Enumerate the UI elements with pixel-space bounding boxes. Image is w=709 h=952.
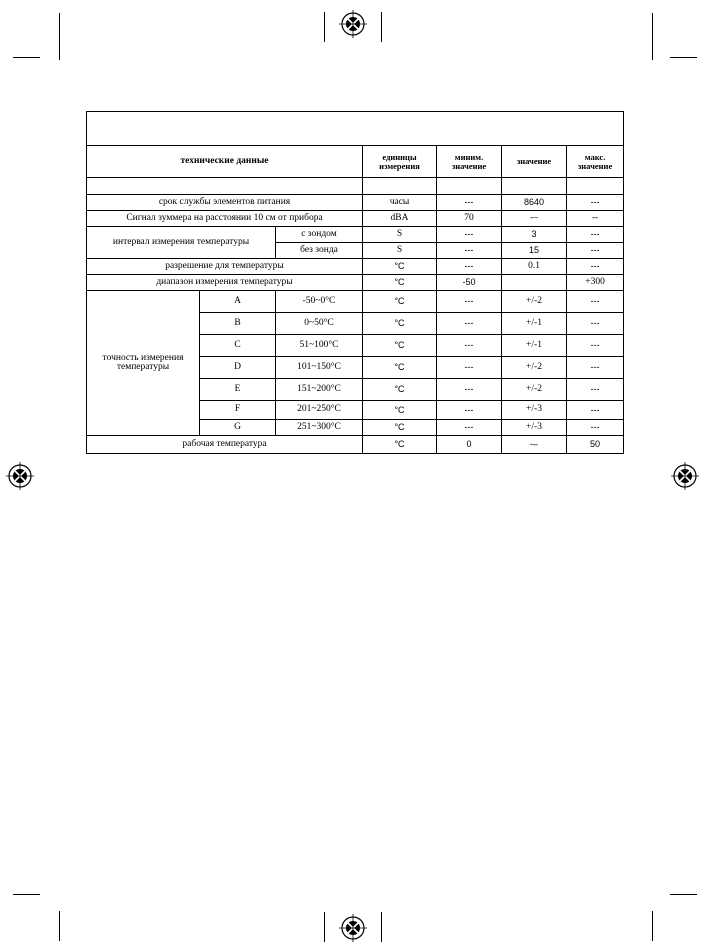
table-title [87,112,624,146]
min-cell: --- [437,335,502,357]
crop-mark [59,911,60,941]
accuracy-code: G [200,420,276,436]
unit-cell: °C [363,335,437,357]
unit-cell: °C [363,291,437,313]
table-row [87,211,624,227]
crop-mark [13,57,40,58]
accuracy-label: точность измерения температуры [87,291,200,436]
min-cell: --- [437,227,502,243]
value-cell: +/-3 [502,401,567,420]
table-row [87,436,624,454]
unit-cell: °C [363,436,437,454]
empty-cell [502,178,567,195]
header-min: миним. значение [437,146,502,178]
header-tech: технические данные [87,146,363,178]
accuracy-range: -50~0°C [276,291,363,313]
empty-cell [363,178,437,195]
max-cell: --- [567,313,624,335]
min-cell: --- [437,420,502,436]
unit-cell: dBA [363,211,437,227]
max-cell: --- [567,227,624,243]
value-cell: +/-1 [502,313,567,335]
value-cell: +/-2 [502,357,567,379]
empty-cell [437,178,502,195]
empty-cell [87,178,363,195]
accuracy-range: 101~150°C [276,357,363,379]
registration-mark-icon [6,462,34,490]
unit-cell: S [363,243,437,259]
min-cell: --- [437,259,502,275]
registration-mark-icon [339,10,367,38]
table-row [87,227,624,243]
max-cell: --- [567,259,624,275]
max-cell: --- [567,243,624,259]
max-cell: --- [567,195,624,211]
crop-mark [13,894,40,895]
min-cell: --- [437,357,502,379]
max-cell: --- [567,335,624,357]
header-max: макс. значение [567,146,624,178]
param-cell: срок службы элементов питания [87,195,363,211]
value-cell [502,275,567,291]
value-cell: -– [502,211,567,227]
crop-mark [670,57,697,58]
min-cell: --- [437,379,502,401]
value-cell: 3 [502,227,567,243]
max-cell: --- [567,291,624,313]
min-cell: 70 [437,211,502,227]
unit-cell: °C [363,357,437,379]
crop-mark [670,894,697,895]
max-cell: 50 [567,436,624,454]
min-cell: --- [437,291,502,313]
accuracy-range: 51~100°C [276,335,363,357]
table-row [87,291,624,313]
max-cell: +300 [567,275,624,291]
accuracy-range: 201~250°C [276,401,363,420]
table-row [87,259,624,275]
accuracy-range: 151~200°C [276,379,363,401]
crop-mark [59,13,60,60]
value-cell: 8640 [502,195,567,211]
min-cell: -50 [437,275,502,291]
value-cell: +/-2 [502,291,567,313]
sub-param-cell: без зонда [276,243,363,259]
table-row [87,195,624,211]
param-cell: интервал измерения температуры [87,227,276,259]
header-value: значение [502,146,567,178]
max-cell: --- [567,401,624,420]
crop-mark [652,911,653,941]
unit-cell: °C [363,313,437,335]
max-cell: -- [567,211,624,227]
unit-cell: часы [363,195,437,211]
header-units: единицы измерения [363,146,437,178]
registration-mark-icon [671,462,699,490]
empty-cell [567,178,624,195]
value-cell: 15 [502,243,567,259]
min-cell: --- [437,243,502,259]
unit-cell: S [363,227,437,243]
registration-mark-icon [339,914,367,942]
value-cell: -– [502,436,567,454]
unit-cell: °C [363,259,437,275]
accuracy-code: F [200,401,276,420]
min-cell: 0 [437,436,502,454]
param-cell: Сигнал зуммера на расстоянии 10 см от прибора [87,211,363,227]
crop-mark [381,912,382,942]
crop-mark [324,12,325,42]
accuracy-range: 251~300°C [276,420,363,436]
crop-mark [324,912,325,942]
max-cell: --- [567,379,624,401]
value-cell: +/-1 [502,335,567,357]
unit-cell: °C [363,275,437,291]
min-cell: --- [437,401,502,420]
unit-cell: °C [363,379,437,401]
accuracy-code: C [200,335,276,357]
accuracy-code: B [200,313,276,335]
spec-table [86,111,624,454]
accuracy-code: A [200,291,276,313]
max-cell: --- [567,420,624,436]
param-cell: разрешение для температуры [87,259,363,275]
param-cell: рабочая температура [87,436,363,454]
crop-mark [652,13,653,60]
value-cell: 0.1 [502,259,567,275]
accuracy-code: D [200,357,276,379]
min-cell: --- [437,195,502,211]
crop-mark [381,12,382,42]
unit-cell: °C [363,401,437,420]
value-cell: +/-3 [502,420,567,436]
table-row [87,178,624,195]
table-row [87,275,624,291]
accuracy-code: E [200,379,276,401]
sub-param-cell: с зондом [276,227,363,243]
accuracy-range: 0~50°C [276,313,363,335]
unit-cell: °C [363,420,437,436]
max-cell: --- [567,357,624,379]
param-cell: диапазон измерения температуры [87,275,363,291]
min-cell: --- [437,313,502,335]
value-cell: +/-2 [502,379,567,401]
